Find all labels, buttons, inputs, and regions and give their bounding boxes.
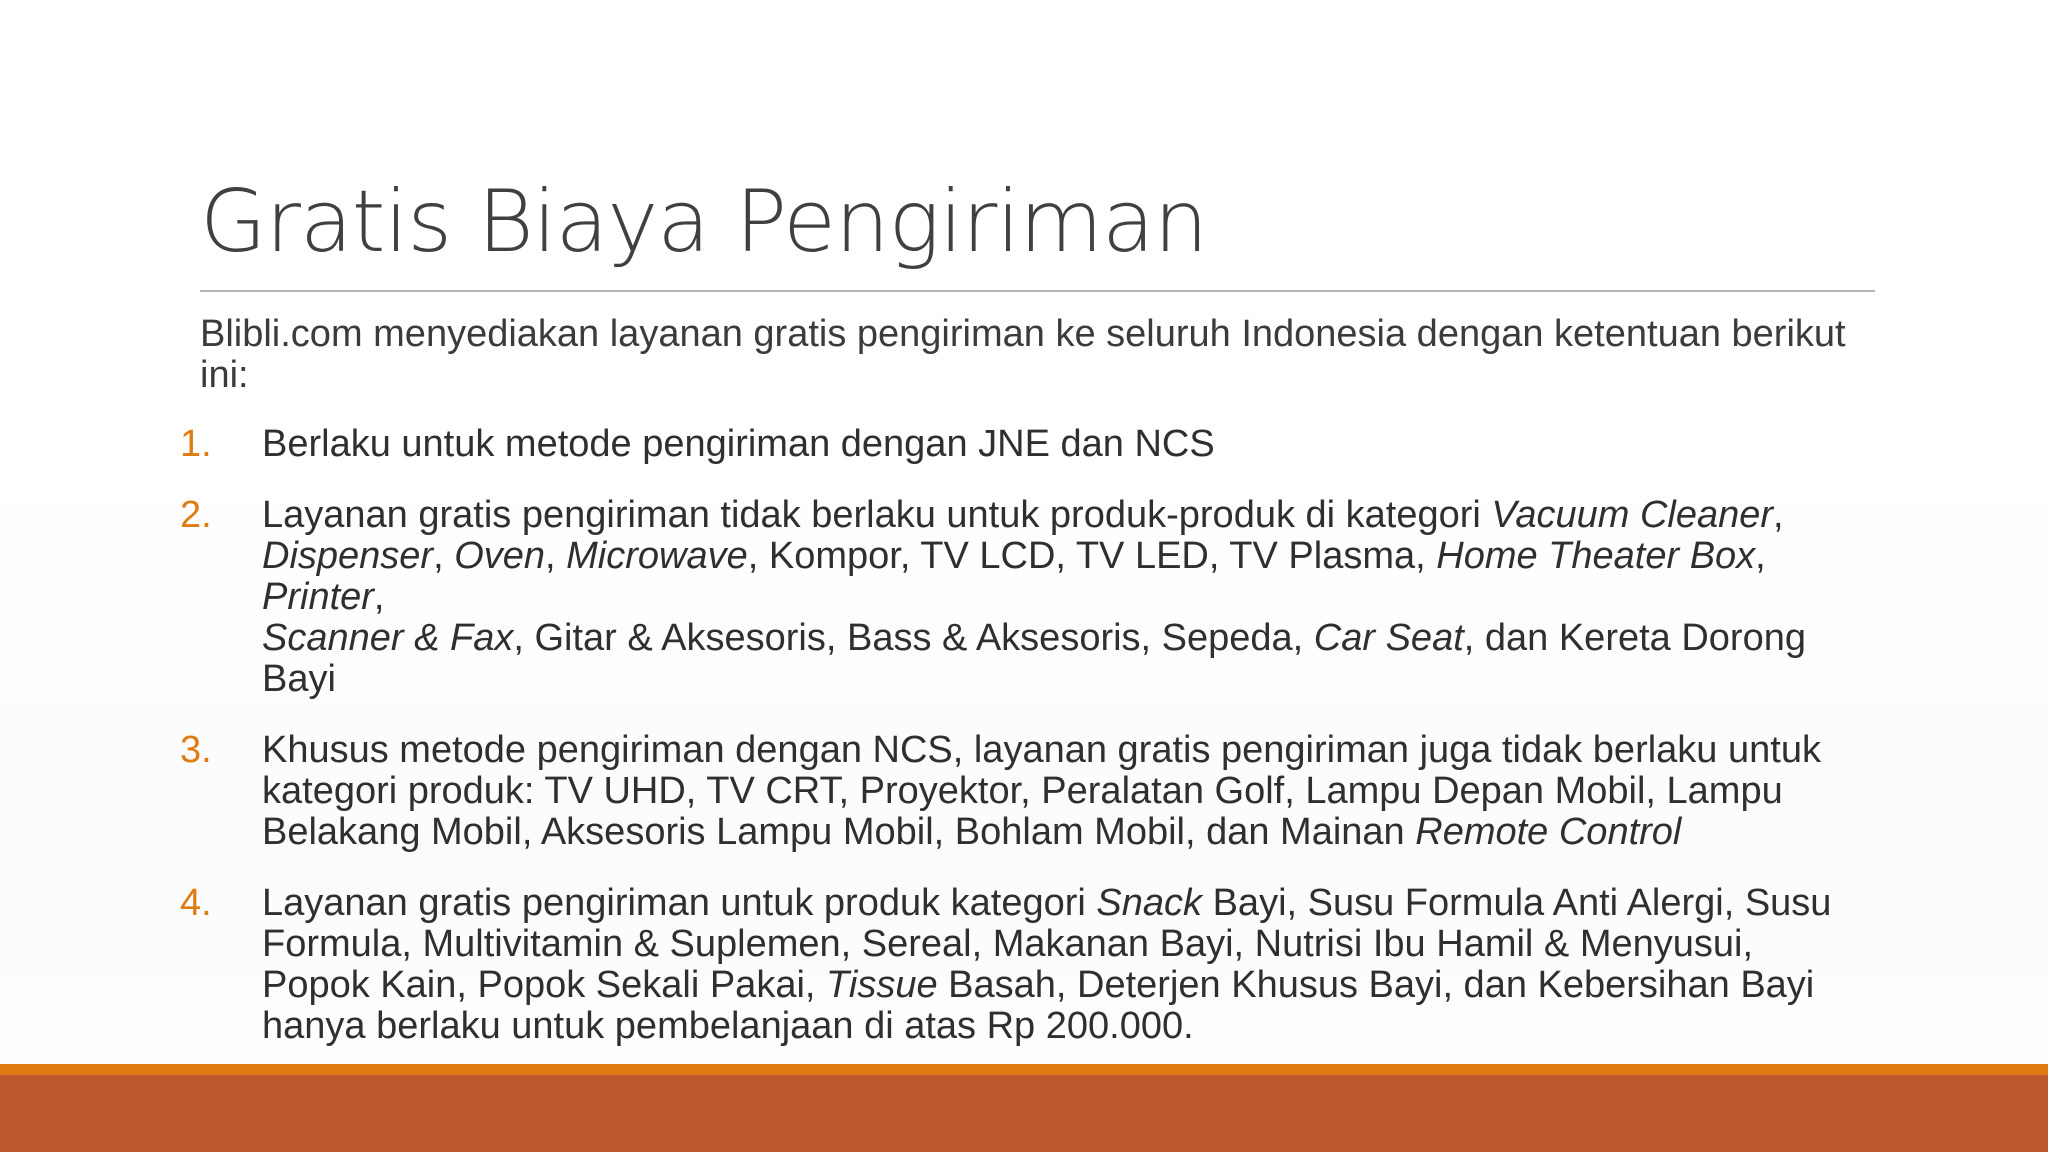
list-item-text: Layanan gratis pengiriman untuk produk kategori Snack Bayi, Susu Formula Anti Alergi, Susu Formula, Multivitamin & Suplemen, Sereal, Makanan Bayi, Nutrisi Ibu Hamil & Menyusui, Popok Kain, Popok Sekali Pakai, Tissue Basah, Deterjen Khusus Bayi, dan Kebersihan Bayi hanya berlaku untuk pembelanjaan di atas Rp 200.000. xyxy=(262,882,1832,1047)
title-divider xyxy=(200,290,1875,292)
slide-title: Gratis Biaya Pengiriman xyxy=(200,172,1208,272)
list-number: 4. xyxy=(180,882,212,924)
list-item xyxy=(180,730,1880,853)
footer-bar xyxy=(0,1075,2048,1152)
list-item-text: Layanan gratis pengiriman tidak berlaku untuk produk-produk di kategori Vacuum Cleaner, Dispenser, Oven, Microwave, Kompor, TV LCD, TV LED, TV Plasma, Home Theater Box, Printer, Scanner & Fax, Gitar & Aksesoris, Bass & Aksesoris, Sepeda, Car Seat, dan Kereta Dorong Bayi xyxy=(262,494,1806,700)
list-number: 1. xyxy=(180,423,212,465)
list-number: 2. xyxy=(180,494,212,536)
list-item xyxy=(180,883,1880,1047)
list-item xyxy=(180,495,1880,700)
list-item-text: Khusus metode pengiriman dengan NCS, layanan gratis pengiriman juga tidak berlaku untuk kategori produk: TV UHD, TV CRT, Proyektor, Peralatan Golf, Lampu Depan Mobil, Lampu Belakang Mobil, Aksesoris Lampu Mobil, Bohlam Mobil, dan Mainan Remote Control xyxy=(262,729,1821,853)
intro-paragraph: Blibli.com menyediakan layanan gratis pengiriman ke seluruh Indonesia dengan ketentuan berikut ini: xyxy=(200,313,1846,396)
list-number: 3. xyxy=(180,729,212,771)
list-item xyxy=(180,424,1880,465)
footer-accent-bar xyxy=(0,1064,2048,1075)
terms-list xyxy=(180,424,1880,1077)
list-item-text: Berlaku untuk metode pengiriman dengan JNE dan NCS xyxy=(262,423,1215,465)
